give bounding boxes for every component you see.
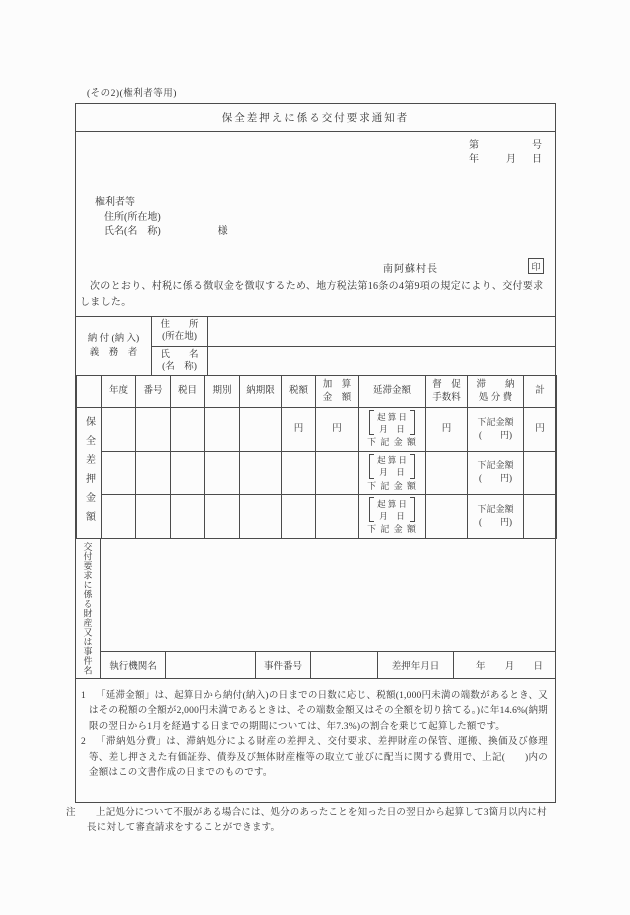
obligor-header-cell — [76, 317, 152, 375]
total-cell — [524, 452, 557, 495]
doc-number-prefix: 第 — [469, 140, 479, 151]
obligor-section — [76, 317, 555, 375]
address-label-line2: (所在地) — [162, 332, 197, 343]
case-number-value-cell — [311, 652, 378, 678]
col-header-tax-amount: 税額 — [282, 376, 316, 408]
date-line — [469, 153, 542, 167]
year-cell — [102, 408, 136, 452]
doc-number-suffix: 号 — [532, 140, 542, 151]
amount-table — [76, 375, 557, 539]
col-header-number: 番号 — [136, 376, 171, 408]
disposal-note-line2: ( 円) — [479, 473, 512, 483]
total-cell — [524, 495, 557, 539]
date-month-label: 月 — [506, 153, 516, 165]
tax-item-cell — [171, 495, 205, 539]
seizure-year-label: 年 — [476, 662, 486, 672]
disposal-cost-content — [468, 498, 523, 536]
tax-amount-cell — [282, 452, 316, 495]
start-date-line1: 起 算 日 — [377, 411, 407, 422]
disposal-note-line1: 下記金額 — [477, 460, 514, 470]
right-bracket-icon — [410, 497, 415, 522]
bracket-lines — [374, 410, 410, 435]
year-cell — [102, 452, 136, 495]
amount-row-3 — [77, 495, 557, 539]
note-item-1 — [81, 689, 548, 735]
surcharge-cell — [316, 495, 359, 539]
body-paragraph: 次のとおり、村税に係る徴収金を徴収するため、地方税法第16条の4第9項の規定により、交付要求しました。 — [80, 281, 544, 308]
property-side-label-vertical: 交付要求に係る財産又は事件名 — [82, 542, 93, 675]
obligor-address-row — [152, 317, 555, 347]
demand-fee-header-line2: 手数料 — [432, 392, 461, 403]
property-description-area — [101, 539, 555, 651]
tax-item-cell — [171, 408, 205, 452]
number-cell — [136, 408, 171, 452]
amount-table-header-row — [77, 376, 557, 408]
due-date-cell — [240, 452, 282, 495]
col-header-late-amount: 延滞金額 — [359, 376, 426, 408]
corner-label: (その2)(権利者等用) — [87, 89, 177, 99]
demand-fee-cell — [426, 452, 468, 495]
start-date-line1: 起 算 日 — [377, 498, 407, 509]
address-label-line1: 住 所 — [160, 320, 199, 331]
surcharge-header-line2: 金 額 — [322, 392, 352, 403]
seizure-day-label: 日 — [533, 662, 543, 672]
late-amount-cell — [359, 495, 426, 539]
total-cell: 円 — [524, 408, 557, 452]
disposal-cost-cell — [468, 408, 524, 452]
amount-row-1 — [77, 408, 557, 452]
form-title-row — [76, 104, 555, 132]
disposal-note-line1: 下記金額 — [477, 503, 514, 514]
due-date-cell — [240, 495, 282, 539]
col-header-disposal-cost — [468, 376, 524, 408]
obligor-name-value-cell — [208, 347, 555, 376]
demand-fee-cell — [426, 495, 468, 539]
col-header-demand-fee — [426, 376, 468, 408]
seal-mark — [528, 258, 544, 274]
case-number-label-cell: 事件番号 — [256, 652, 311, 678]
seizure-date-value-cell — [454, 652, 555, 678]
obligor-name-row — [152, 347, 555, 376]
footnote-text: 上記処分について不服がある場合には、処分のあったことを知った日の翌日から起算して3箇月以内に村長に対して審査請求をすることができます。 — [87, 808, 547, 833]
disposal-note-line2: ( 円) — [479, 429, 512, 440]
side-label-vertical: 保全差押金額 — [83, 416, 95, 530]
honorific-label: 様 — [217, 226, 228, 237]
form-outer-box — [75, 103, 556, 803]
note-text: 「延滞金額」は、起算日から納付(納入)の日までの日数に応じ、税額(1,000円未満の端数があるとき、又はその税額の全額が2,000円未満であるときは、その端数金額又はその全額を切り捨てる。)に年14.6%(納期限の翌日から1月を経過する日までの期間については、年7.3%)の割合を乗じて起算した額です。 — [89, 691, 548, 732]
disposal-header-line2: 処 分 費 — [478, 392, 513, 403]
date-day-label: 日 — [532, 153, 542, 165]
start-date-bracket — [359, 454, 425, 479]
disposal-header-line1: 滞 納 — [476, 379, 515, 390]
demand-fee-header-line1: 督 促 — [432, 379, 461, 390]
period-cell — [205, 495, 240, 539]
obligor-address-label-cell — [152, 317, 208, 346]
tax-item-cell — [171, 452, 205, 495]
disposal-cost-content — [468, 411, 523, 449]
period-cell — [205, 408, 240, 452]
demand-fee-cell: 円 — [426, 408, 468, 452]
col-header-period: 期別 — [205, 376, 240, 408]
start-date-bracket — [359, 497, 425, 522]
bracket-lines — [374, 497, 410, 522]
note-text: 「滞納処分費」は、滞納処分による財産の差押え、交付要求、差押財産の保管、運搬、換価及び修理等、差し押さえた有価証券、債券及び無体財産権等の取立て並びに配当に関する費用で、上記( )内の金額はこの文書作成の日までのものです。 — [89, 737, 548, 779]
addressee-name-line — [95, 225, 228, 240]
header-block — [76, 132, 555, 317]
disposal-note-line2: ( 円) — [479, 516, 512, 527]
note-number: 2 — [81, 737, 86, 748]
tax-amount-cell: 円 — [282, 408, 316, 452]
col-header-tax-item: 税目 — [171, 376, 205, 408]
property-content — [101, 539, 555, 678]
amount-row-2 — [77, 452, 557, 495]
col-header-due-date: 納期限 — [240, 376, 282, 408]
number-cell — [136, 495, 171, 539]
corner-empty-cell — [77, 376, 102, 408]
doc-number-line — [469, 139, 542, 153]
name-label-line2: (名 称) — [162, 361, 197, 372]
surcharge-cell: 円 — [316, 408, 359, 452]
col-header-total: 計 — [524, 376, 557, 408]
footnote-marker: 注 — [66, 808, 76, 818]
surcharge-cell — [316, 452, 359, 495]
seal-character: 印 — [531, 261, 541, 272]
year-cell — [102, 495, 136, 539]
disposal-note-line1: 下記金額 — [477, 416, 514, 427]
seizure-month-label: 月 — [504, 662, 515, 672]
col-header-year: 年度 — [102, 376, 136, 408]
addressee-address-label: 住所(所在地) — [104, 211, 161, 223]
execution-row — [101, 651, 555, 678]
late-amount-note: 下 記 金 額 — [367, 480, 417, 491]
late-amount-note: 下 記 金 額 — [367, 437, 417, 447]
period-cell — [205, 452, 240, 495]
start-date-bracket — [359, 410, 425, 435]
surcharge-header-line1: 加 算 — [322, 379, 352, 390]
col-header-surcharge — [316, 376, 359, 408]
property-section — [76, 539, 555, 679]
late-amount-cell — [359, 408, 426, 452]
due-date-cell — [240, 408, 282, 452]
date-year-label: 年 — [469, 153, 479, 165]
late-amount-note: 下 記 金 額 — [367, 524, 417, 534]
sender-name: 南阿蘇村長 — [383, 264, 438, 275]
notes-block — [76, 679, 555, 781]
late-amount-cell — [359, 452, 426, 495]
disposal-cost-cell — [468, 452, 524, 495]
bracket-lines — [374, 454, 410, 479]
right-bracket-icon — [410, 454, 415, 479]
obligor-address-value-cell — [208, 317, 555, 346]
property-side-label-cell — [76, 539, 101, 678]
obligor-rows — [152, 317, 555, 375]
start-date-line1: 起 算 日 — [377, 455, 407, 465]
addressee-name-label: 氏名(名 称) — [104, 226, 161, 237]
note-number: 1 — [81, 691, 86, 701]
start-date-line2: 月 日 — [379, 423, 405, 434]
docno-date-block — [469, 139, 542, 166]
addressee-group-label: 権利者等 — [95, 197, 135, 208]
addressee-block — [95, 196, 228, 240]
right-bracket-icon — [410, 410, 415, 435]
disposal-cost-cell — [468, 495, 524, 539]
disposal-cost-content — [468, 454, 523, 492]
form-title: 保全差押えに係る交付要求通知者 — [221, 113, 410, 124]
tax-amount-cell — [282, 495, 316, 539]
seizure-date-label-cell: 差押年月日 — [378, 652, 454, 678]
number-cell — [136, 452, 171, 495]
obligor-label-line2: 義 務 者 — [89, 348, 138, 358]
obligor-name-label-cell — [152, 347, 208, 376]
obligor-label-line1: 納 付 (納 入) — [87, 334, 140, 344]
note-item-2 — [81, 735, 548, 781]
exec-agency-label-cell: 執行機関名 — [101, 652, 166, 678]
footnote — [66, 806, 556, 836]
name-label-line1: 氏 名 — [160, 349, 199, 360]
start-date-line2: 月 日 — [379, 510, 405, 521]
start-date-line2: 月 日 — [379, 467, 405, 477]
exec-agency-value-cell — [166, 652, 256, 678]
side-label-cell — [77, 408, 102, 539]
